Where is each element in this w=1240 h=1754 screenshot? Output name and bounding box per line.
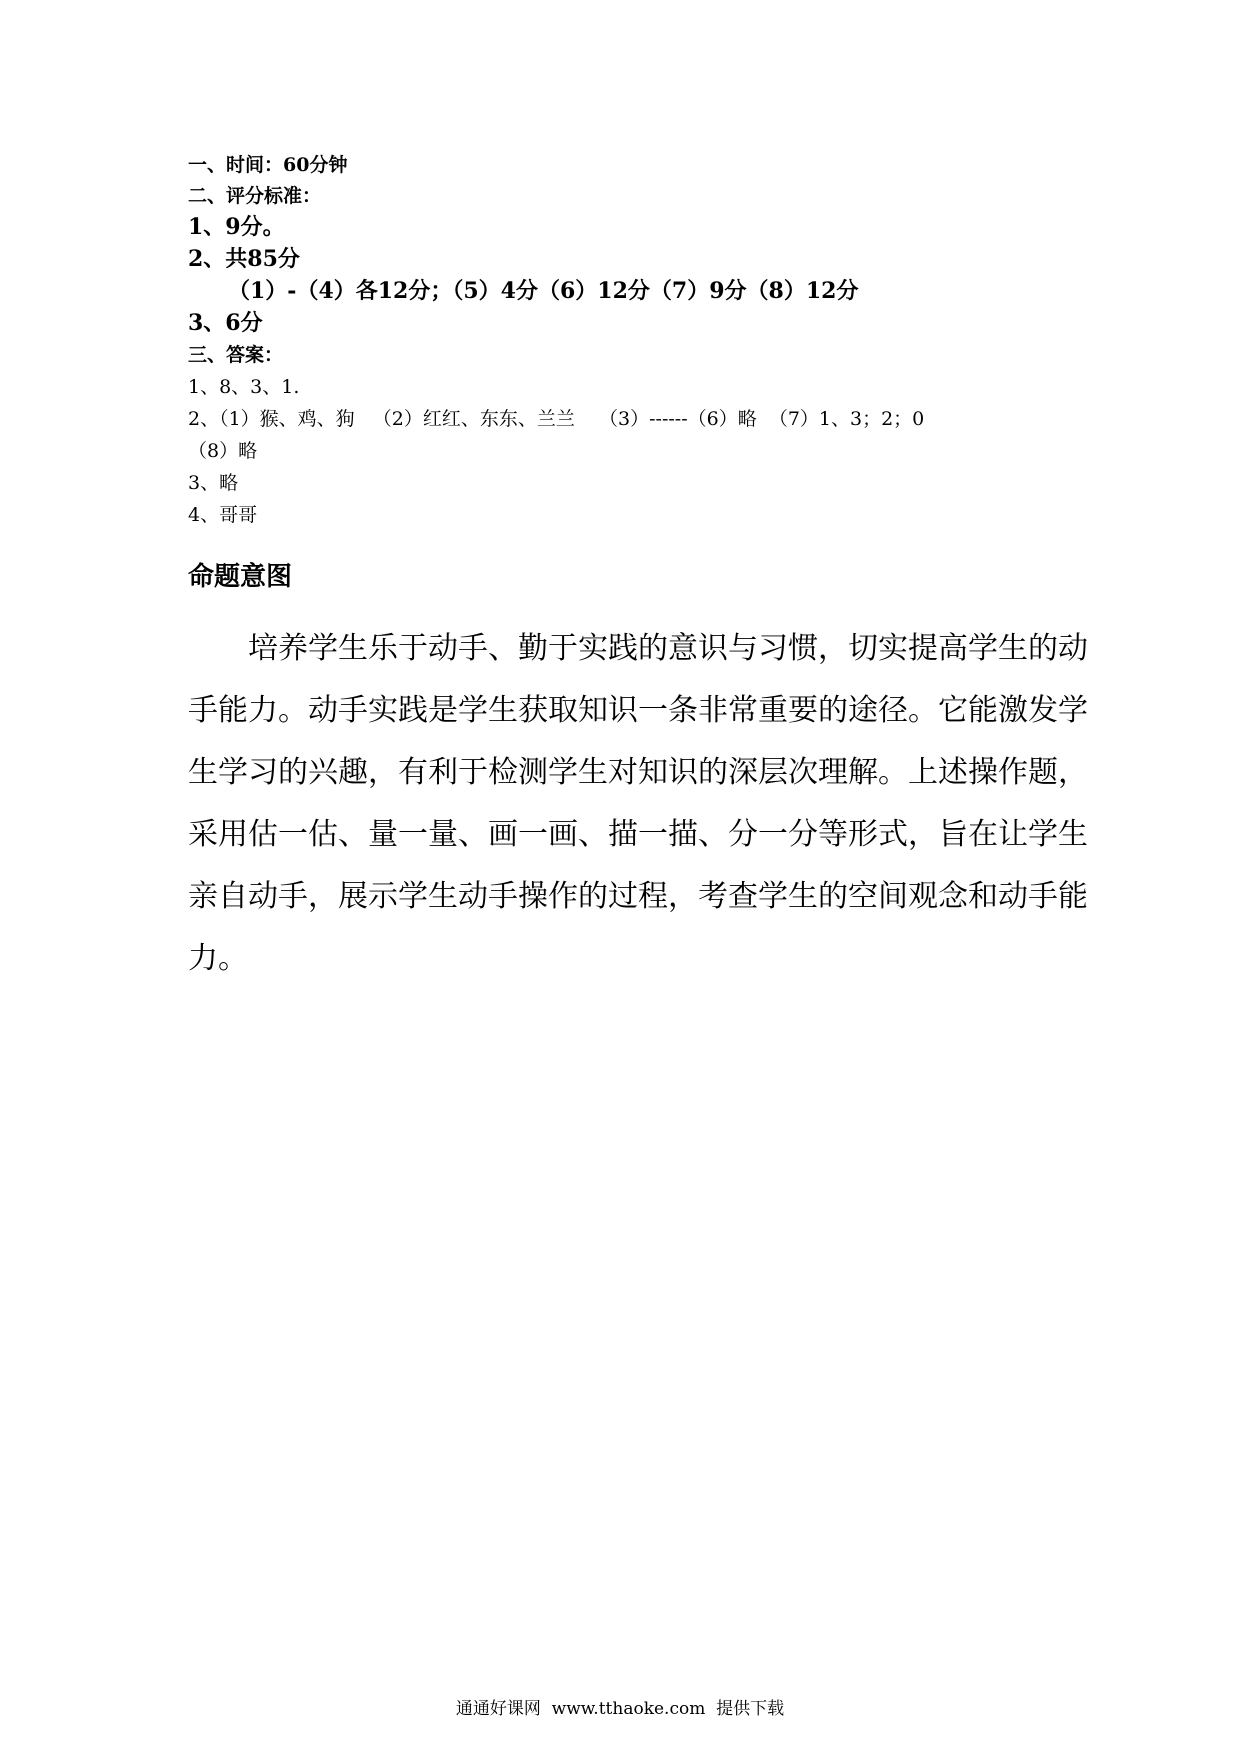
answer-3: 3、略 <box>188 472 239 494</box>
paragraph-line: 力。 <box>188 941 248 976</box>
answer-2: 2、（1）猴、鸡、狗 （2）红红、东东、兰兰 （3）------（6）略 （7）1、3；2；0 <box>188 408 925 430</box>
answer-2-continued: （8）略 <box>188 440 258 462</box>
answer-1: 1、8、3、1. <box>188 376 300 398</box>
score-item-1: 1、9分。 <box>188 214 285 240</box>
intent-heading: 命题意图 <box>188 562 293 592</box>
paragraph-line: 亲自动手，展示学生动手操作的过程，考查学生的空间观念和动手能 <box>188 879 1088 914</box>
page-footer: 通通好课网 www.tthaoke.com 提供下载 <box>455 1699 785 1719</box>
score-item-2: 2、共85分 <box>188 246 300 272</box>
scoring-title: 二、评分标准： <box>188 185 322 207</box>
paragraph-line: 采用估一估、量一量、画一画、描一描、分一分等形式，旨在让学生 <box>188 817 1088 852</box>
score-item-3: 3、6分 <box>188 310 263 336</box>
paragraph-line: 手能力。动手实践是学生获取知识一条非常重要的途径。它能激发学 <box>188 693 1088 728</box>
intent-paragraph <box>188 618 1088 998</box>
answers-title: 三、答案： <box>188 344 284 366</box>
answer-4: 4、哥哥 <box>188 504 258 526</box>
score-item-2-detail: （1）-（4）各12分；（5）4分（6）12分（7）9分（8）12分 <box>228 278 859 304</box>
paragraph-line: 培养学生乐于动手、勤于实践的意识与习惯，切实提高学生的动 <box>188 631 1088 666</box>
paragraph-line: 生学习的兴趣，有利于检测学生对知识的深层次理解。上述操作题， <box>188 755 1088 790</box>
time-line: 一、时间：60分钟 <box>188 154 348 176</box>
